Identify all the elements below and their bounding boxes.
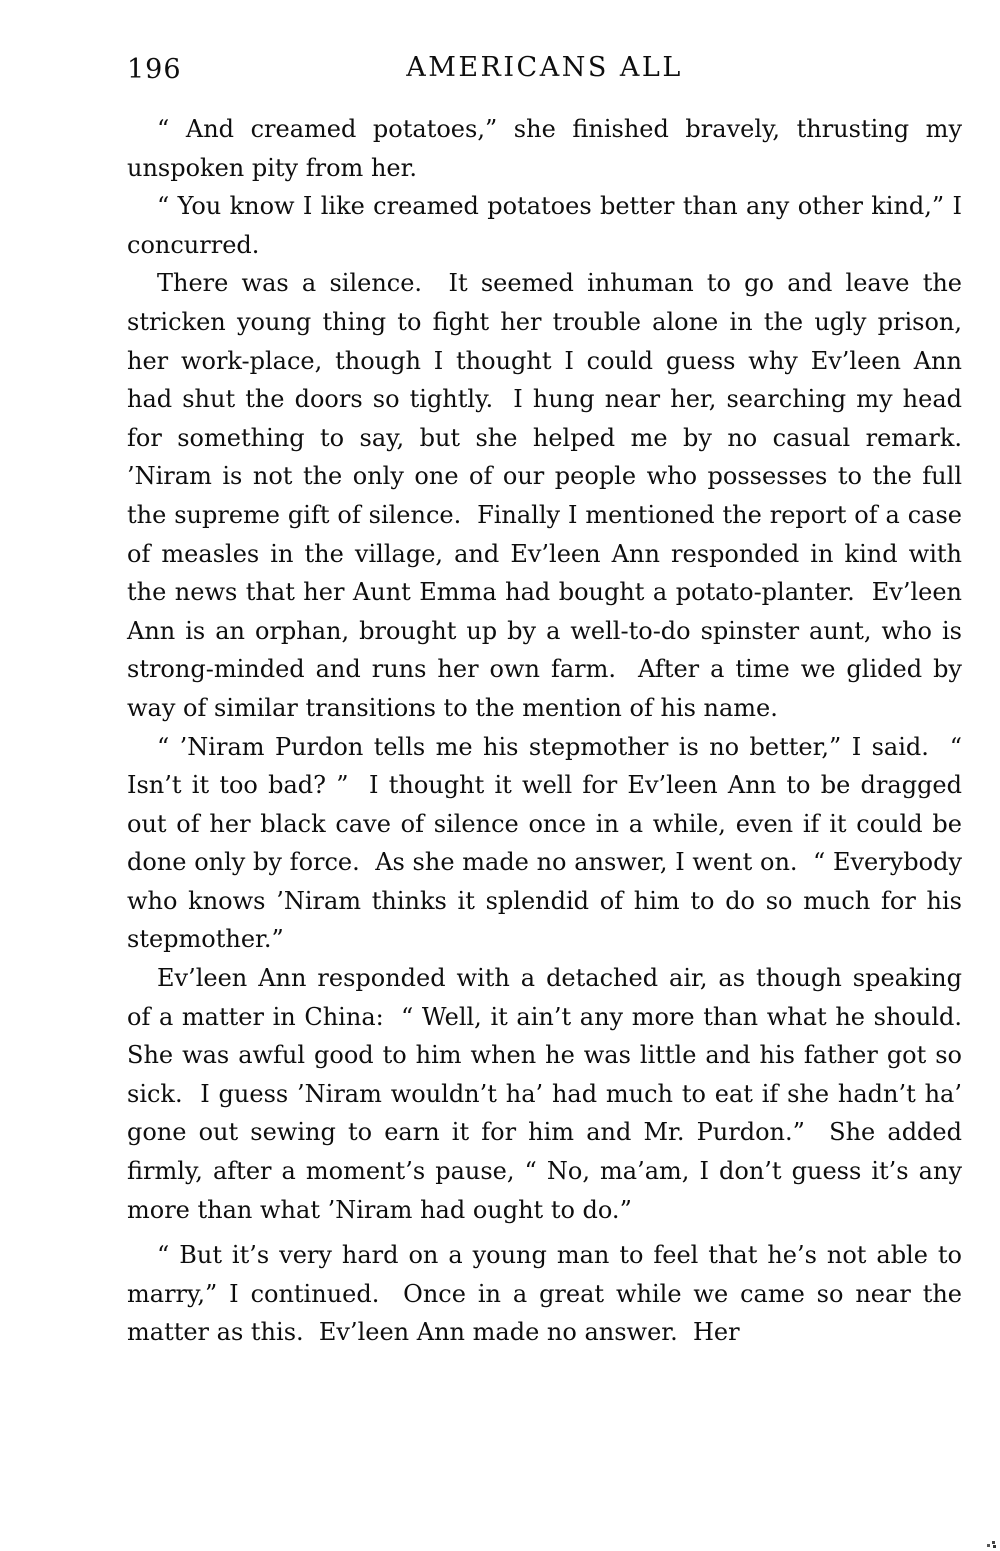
paragraph: Ev’leen Ann responded with a detached air, as though speaking of a matter in China: “ Well, it ain’t any more than what he should. She was awful good to him when he was little and his father got so sick. I guess ’Niram wouldn’t ha’ had much to eat if she hadn’t ha’ gone out sewing to earn it for him and Mr. Purdon.” She added firmly, after a moment’s pause, “ No, ma’am, I don’t guess it’s any more than what ’Niram had ought to do.” xyxy=(127,964,978,1224)
paragraph: There was a silence. It seemed inhuman to go and leave the stricken young thing to fight her trouble alone in the ugly prison, her work-place, though I thought I could guess why Ev’leen Ann had shut the doors so tightly. I hung near her, searching my head for something to say, but she helped me by no casual remark. ’Niram is not the only one of our people who possesses to the full the supreme gift of silence. Finally I mentioned the report of a case of measles in the village, and Ev’leen Ann responded in kind with the news that her Aunt Emma had bought a potato-planter. Ev’leen Ann is an orphan, brought up by a well-to-do spinster aunt, who is strong-minded and runs her own farm. After a time we glided by way of similar transitions to the mention of his name. xyxy=(127,269,978,722)
page-header xyxy=(127,52,962,86)
paragraph: “ But it’s very hard on a young man to feel that he’s not able to marry,” I continued. Once in a great while we came so near the matter as this. Ev’leen Ann made no answer. Her xyxy=(127,1241,970,1347)
page-number: 196 xyxy=(127,54,182,85)
paragraph: “ And creamed potatoes,” she finished bravely, thrusting my unspoken pity from her. xyxy=(127,115,970,182)
running-header: AMERICANS ALL xyxy=(406,52,683,83)
page-body xyxy=(127,110,978,1352)
paragraph: “ You know I like creamed potatoes better than any other kind,” I concurred. xyxy=(127,192,970,259)
paragraph: “ ’Niram Purdon tells me his stepmother is no better,” I said. “ Isn’t it too bad? ” I thought it well for Ev’leen Ann to be dragged out of her black cave of silence once in a while, even if it could be done only by force. As she made no answer, I went on. “ Everybody who knows ’Niram thinks it splendid of him to do so much for his stepmother.” xyxy=(127,732,970,954)
scan-artifact xyxy=(992,1541,995,1544)
